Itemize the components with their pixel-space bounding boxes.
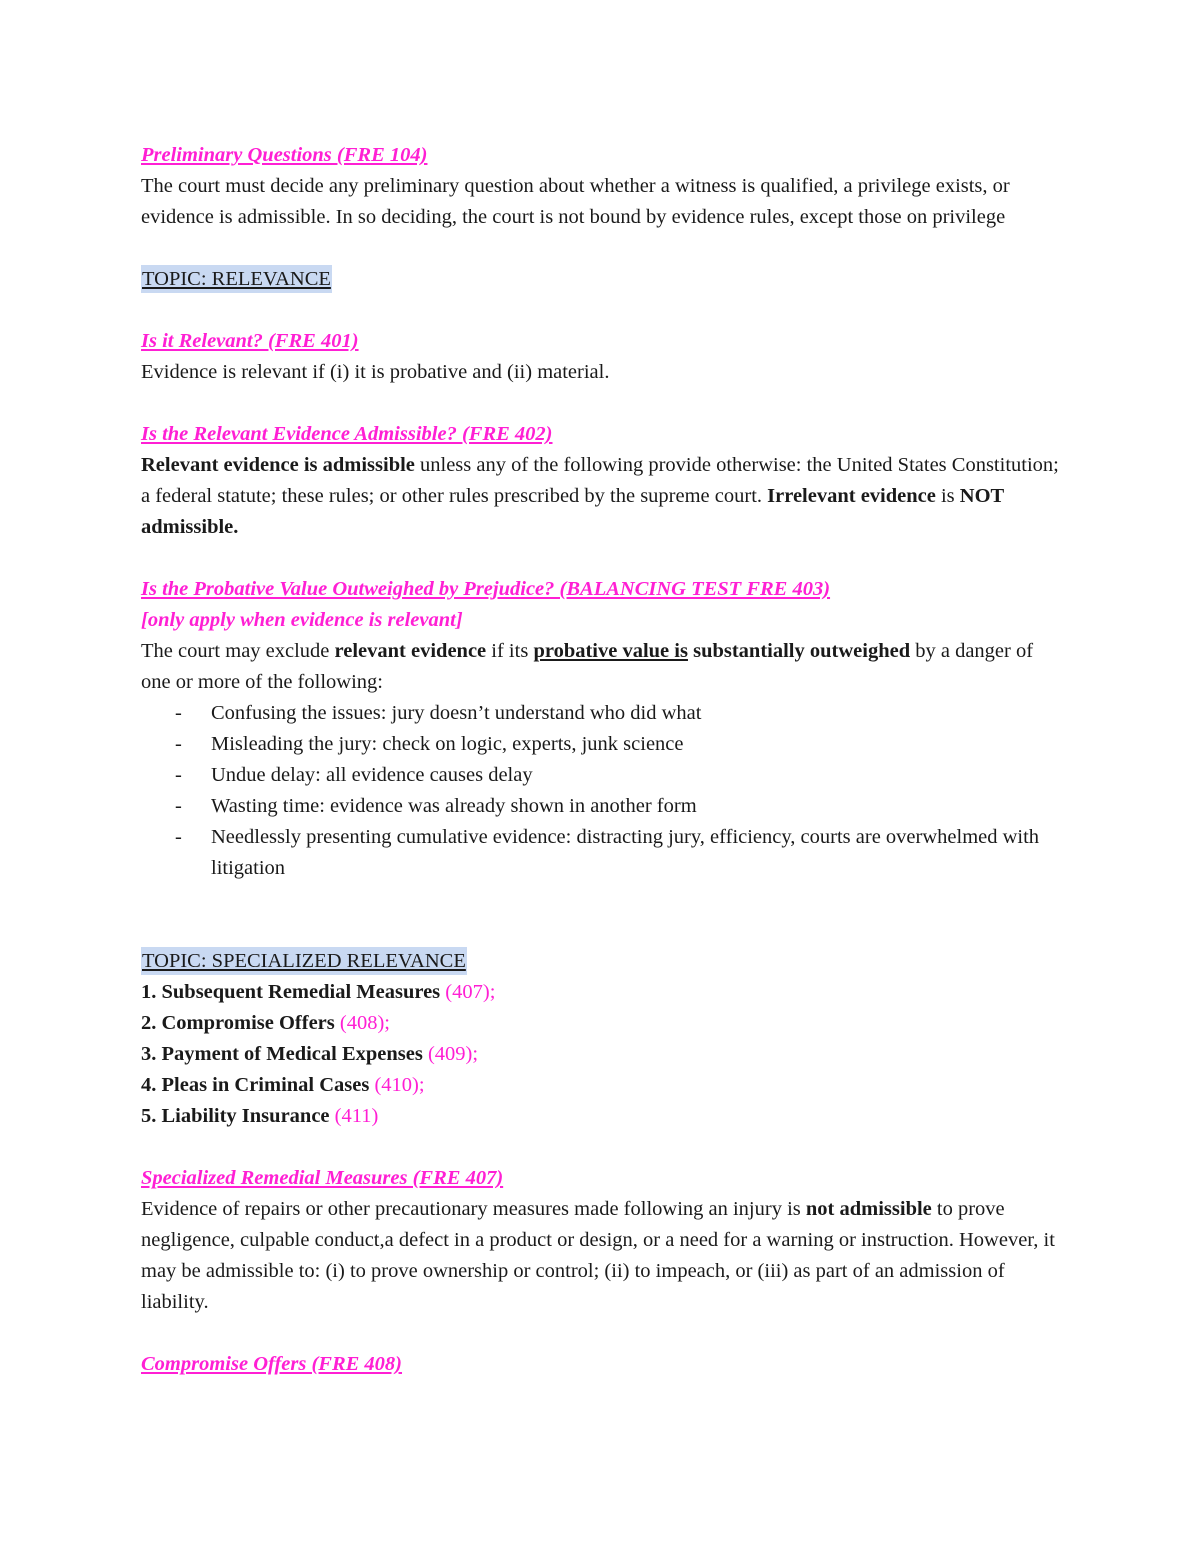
list-item-text: Wasting time: evidence was already shown in another form xyxy=(211,795,697,817)
spacer xyxy=(141,295,1066,326)
fre403-text: The court may exclude xyxy=(141,640,335,662)
spacer xyxy=(141,1318,1066,1349)
spacer xyxy=(141,233,1066,264)
fre403-text: if its xyxy=(486,640,534,662)
list-item-title: 2. Compromise Offers xyxy=(141,1012,335,1034)
list-item xyxy=(141,760,1066,791)
fre403-text: by a danger of one or more of the following: xyxy=(141,640,1034,693)
dash-bullet: - xyxy=(175,702,182,724)
list-item-ref: (411) xyxy=(329,1105,379,1127)
list-item-title: 3. Payment of Medical Expenses xyxy=(141,1043,423,1065)
fre402-body xyxy=(141,450,1066,543)
list-item-ref: (410); xyxy=(369,1074,425,1096)
spacer xyxy=(141,543,1066,574)
fre407-heading: Specialized Remedial Measures (FRE 407) xyxy=(141,1167,504,1189)
list-item xyxy=(141,1070,1066,1101)
dash-bullet: - xyxy=(175,826,182,848)
list-item xyxy=(141,1101,1066,1132)
list-item xyxy=(141,822,1066,884)
fre402-bold-admissible: Relevant evidence is admissible xyxy=(141,454,415,476)
fre403-subheading: [only apply when evidence is relevant] xyxy=(141,609,463,631)
list-item-text: Misleading the jury: check on logic, experts, junk science xyxy=(211,733,684,755)
fre402-bold-irrelevant: Irrelevant evidence xyxy=(767,485,936,507)
list-item-text: Confusing the issues: jury doesn’t understand who did what xyxy=(211,702,702,724)
list-item xyxy=(141,1039,1066,1070)
list-item xyxy=(141,698,1066,729)
spacer xyxy=(141,1132,1066,1163)
spacer xyxy=(141,884,1066,946)
list-item-title: 1. Subsequent Remedial Measures xyxy=(141,981,441,1003)
fre401-heading: Is it Relevant? (FRE 401) xyxy=(141,330,359,352)
fre402-text: unless any of the following provide otherwise: the United States Constitution; a federal statute; these rules; or other rules prescribed by the supreme court. xyxy=(141,454,1059,507)
list-item-text: Undue delay: all evidence causes delay xyxy=(211,764,533,786)
fre402-bold-not-admissible: NOT admissible. xyxy=(141,485,1004,538)
fre402-text-is: is xyxy=(935,485,960,507)
list-item xyxy=(141,729,1066,760)
fre403-heading: Is the Probative Value Outweighed by Prejudice? (BALANCING TEST FRE 403) xyxy=(141,578,831,600)
fre403-bold-relevant-evidence: relevant evidence xyxy=(334,640,487,662)
list-item-ref: (408); xyxy=(334,1012,390,1034)
fre407-text: Evidence of repairs or other precautionary measures made following an injury is xyxy=(141,1198,806,1220)
document-page xyxy=(141,140,1066,1380)
fre408-heading: Compromise Offers (FRE 408) xyxy=(141,1353,403,1375)
list-item-text: Needlessly presenting cumulative evidence: distracting jury, efficiency, courts are overwhelmed with litigation xyxy=(211,826,1040,879)
prelim-body: The court must decide any preliminary question about whether a witness is qualified, a privilege exists, or evidence is admissible. In so deciding, the court is not bound by evidence rules, except those on privilege xyxy=(141,175,1010,228)
dash-bullet: - xyxy=(175,733,182,755)
topic-relevance-heading xyxy=(141,264,1066,295)
fre402-heading: Is the Relevant Evidence Admissible? (FRE 402) xyxy=(141,423,553,445)
fre407-text: to prove negligence, culpable conduct,a defect in a product or design, or a need for a warning or instruction. However, it may be admissible to: (i) to prove ownership or control; (ii) to impeach, or (iii) as part of an admission of liability. xyxy=(141,1198,1055,1313)
spacer xyxy=(141,388,1066,419)
list-item-title: 4. Pleas in Criminal Cases xyxy=(141,1074,370,1096)
list-item xyxy=(141,791,1066,822)
list-item xyxy=(141,1008,1066,1039)
list-item-ref: (407); xyxy=(440,981,496,1003)
fre403-bold-outweighed: substantially outweighed xyxy=(693,640,911,662)
fre407-bold-not-admissible: not admissible xyxy=(805,1198,932,1220)
fre401-body: Evidence is relevant if (i) it is probative and (ii) material. xyxy=(141,361,610,383)
dash-bullet: - xyxy=(175,795,182,817)
fre403-body xyxy=(141,636,1066,698)
fre407-body xyxy=(141,1194,1066,1318)
list-item xyxy=(141,977,1066,1008)
fre403-dangers-list xyxy=(141,698,1066,884)
topic-specialized-label: TOPIC: SPECIALIZED RELEVANCE xyxy=(141,947,467,975)
list-item-title: 5. Liability Insurance xyxy=(141,1105,330,1127)
dash-bullet: - xyxy=(175,764,182,786)
fre403-bold-probative-value: probative value is xyxy=(533,640,688,662)
topic-relevance-label: TOPIC: RELEVANCE xyxy=(141,265,332,293)
topic-specialized-heading xyxy=(141,946,1066,977)
specialized-list xyxy=(141,977,1066,1132)
list-item-ref: (409); xyxy=(422,1043,479,1065)
prelim-heading: Preliminary Questions (FRE 104) xyxy=(141,144,428,166)
